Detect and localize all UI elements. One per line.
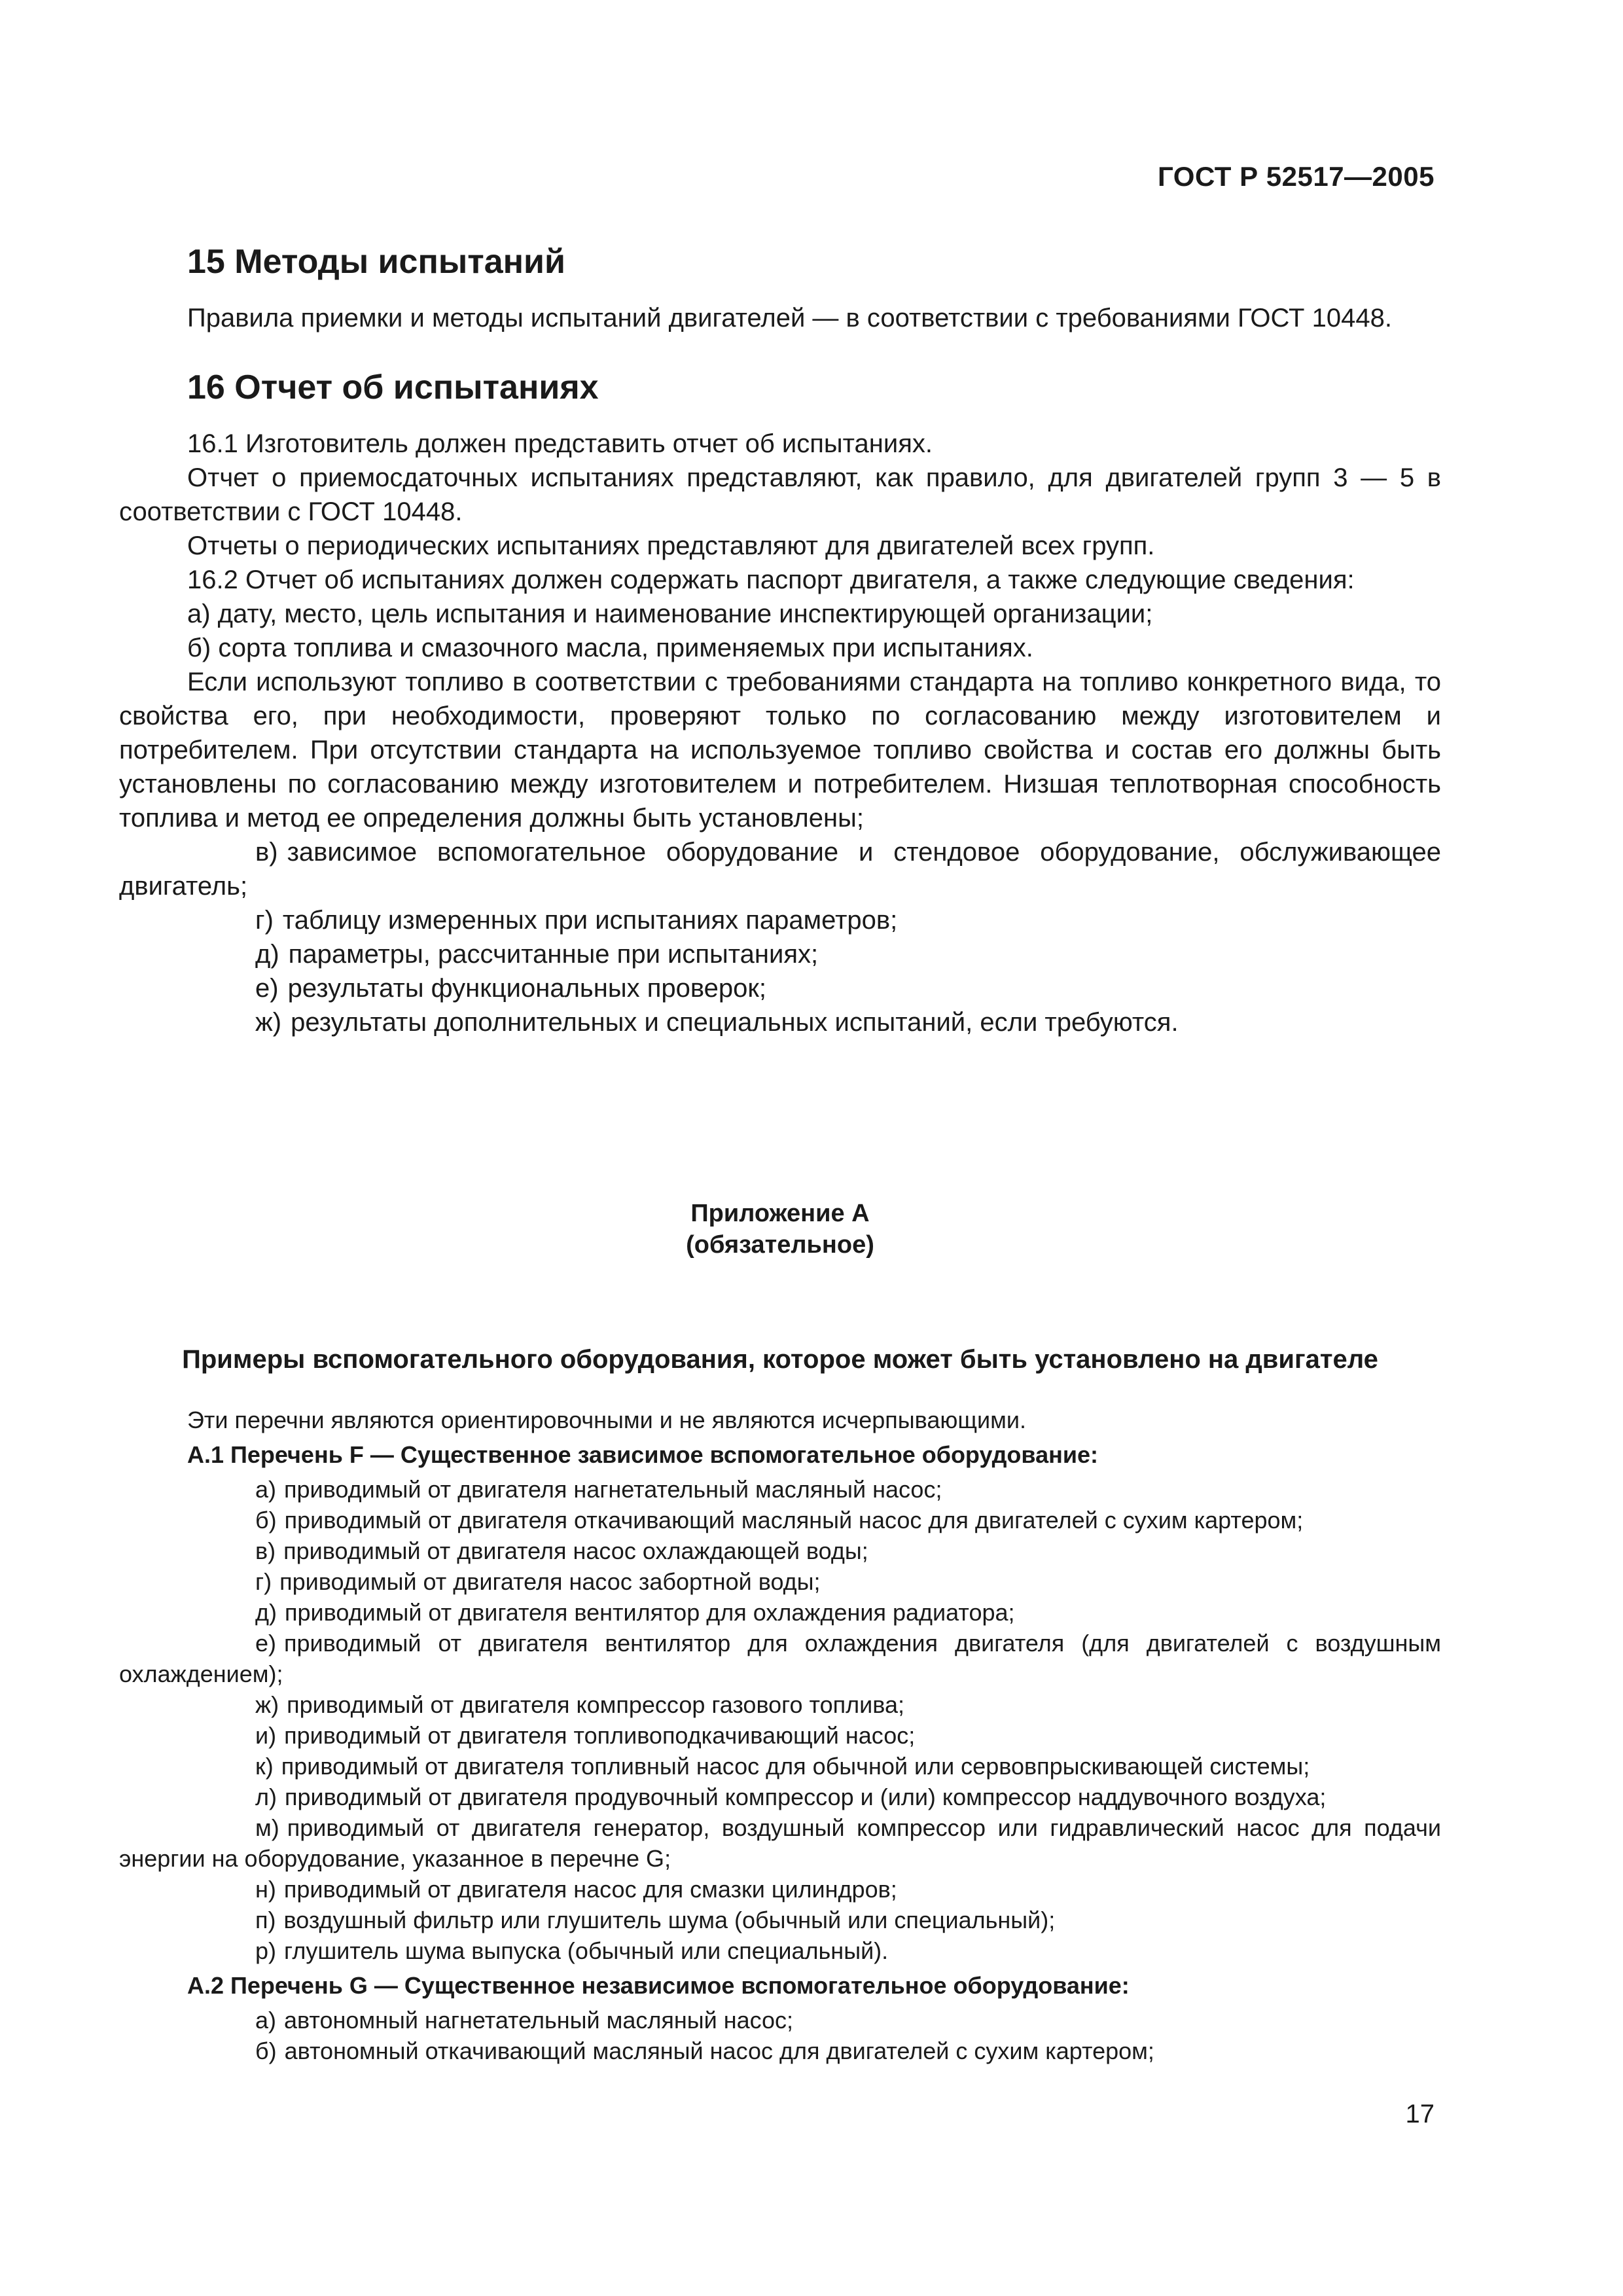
list-item-text: приводимый от двигателя компрессор газового топлива;	[287, 1691, 905, 1718]
paragraph: Отчеты о периодических испытаниях представляют для двигателей всех групп.	[187, 531, 1155, 560]
list-marker: ж)	[255, 1691, 279, 1718]
list-item	[119, 1751, 1441, 1782]
list-marker: в)	[255, 838, 278, 867]
section-15-title: 15 Методы испытаний	[187, 243, 565, 281]
list-marker: а)	[255, 1476, 277, 1503]
list-item	[119, 937, 1441, 971]
appendix-label: Приложение А	[690, 1200, 870, 1227]
list-item	[119, 1628, 1441, 1689]
appendix-title: Примеры вспомогательного оборудования, которое может быть установлено на двигателе	[182, 1345, 1378, 1374]
list-item-text: приводимый от двигателя топливный насос для обычной или сервовпрыскивающей системы;	[281, 1753, 1310, 1780]
list-item-text: автономный откачивающий масляный насос для двигателей с сухим картером;	[284, 2037, 1154, 2064]
list-item-text: воздушный фильтр или глушитель шума (обычный или специальный);	[283, 1907, 1056, 1933]
list-item	[119, 1782, 1441, 1812]
paragraph: 16.2 Отчет об испытаниях должен содержать паспорт двигателя, а также следующие сведения:	[187, 565, 1355, 594]
list-marker: в)	[255, 1537, 276, 1564]
list-item-text: приводимый от двигателя насос для смазки цилиндров;	[283, 1876, 897, 1903]
list-item-text: зависимое вспомогательное оборудование и стендовое оборудование, обслуживающее двигатель;	[119, 838, 1441, 901]
appendix-status: (обязательное)	[686, 1231, 874, 1259]
list-item-text: глушитель шума выпуска (обычный или специальный).	[284, 1937, 889, 1964]
appendix-heading	[119, 1198, 1441, 1261]
paragraph: а) дату, место, цель испытания и наименование инспектирующей организации;	[187, 600, 1153, 628]
list-marker: р)	[255, 1937, 277, 1964]
list-item-text: приводимый от двигателя топливоподкачивающий насос;	[284, 1722, 916, 1749]
list-marker: л)	[255, 1784, 277, 1810]
list-marker: и)	[255, 1722, 277, 1749]
list-g-title: А.2 Перечень G — Существенное независимое вспомогательное оборудование:	[187, 1972, 1130, 1999]
list-marker: г)	[255, 906, 274, 935]
list-marker: б)	[255, 2037, 277, 2064]
list-marker: ж)	[255, 1008, 282, 1037]
section-16-title: 16 Отчет об испытаниях	[187, 368, 599, 406]
list-marker: б)	[255, 1507, 277, 1534]
list-item-text: приводимый от двигателя насос забортной воды;	[279, 1568, 821, 1595]
list-item	[119, 1005, 1441, 1039]
list-marker: д)	[255, 940, 279, 969]
list-marker: г)	[255, 1568, 272, 1595]
list-item	[119, 1566, 1441, 1597]
list-item	[119, 1874, 1441, 1905]
list-marker: к)	[255, 1753, 274, 1780]
list-item-text: автономный нагнетательный масляный насос;	[284, 2007, 794, 2034]
list-item-text: приводимый от двигателя вентилятор для охлаждения радиатора;	[285, 1599, 1015, 1626]
list-item-text: приводимый от двигателя вентилятор для охлаждения двигателя (для двигателей с воздушным охлаждением);	[119, 1630, 1441, 1687]
paragraph: 16.1 Изготовитель должен представить отчет об испытаниях.	[187, 429, 933, 458]
list-marker: н)	[255, 1876, 276, 1903]
list-item-text: таблицу измеренных при испытаниях параметров;	[282, 906, 898, 935]
section-16-body	[119, 427, 1441, 1039]
list-item	[119, 1689, 1441, 1720]
list-item	[119, 835, 1441, 903]
page-number: 17	[1405, 2100, 1435, 2128]
paragraph: Если используют топливо в соответствии с требованиями стандарта на топливо конкретного вида, то свойства его, при необходимости, проверяют только по согласованию между изготовителем и потребителем. При отсутствии стандарта на используемое топливо свойства и состав его должны быть установлены по согласованию между изготовителем и потребителем. Низшая теплотворная способность топлива и метод ее определения должны быть установлены;	[119, 668, 1441, 833]
list-item-text: приводимый от двигателя нагнетательный масляный насос;	[284, 1476, 942, 1503]
list-item	[119, 2036, 1441, 2066]
list-item-text: результаты дополнительных и специальных испытаний, если требуются.	[291, 1008, 1179, 1037]
list-marker: п)	[255, 1907, 276, 1933]
list-item	[119, 1535, 1441, 1566]
list-item-text: приводимый от двигателя насос охлаждающей воды;	[283, 1537, 868, 1564]
appendix-intro: Эти перечни являются ориентировочными и не являются исчерпывающими.	[187, 1407, 1026, 1433]
list-item-text: результаты функциональных проверок;	[287, 974, 767, 1003]
list-item-text: приводимый от двигателя откачивающий масляный насос для двигателей с сухим картером;	[284, 1507, 1304, 1534]
list-item-text: приводимый от двигателя генератор, воздушный компрессор или гидравлический насос для подачи энергии на оборудование, указанное в перечне G;	[119, 1814, 1441, 1872]
appendix-body	[119, 1405, 1441, 2066]
list-item	[119, 2005, 1441, 2036]
document-code: ГОСТ Р 52517—2005	[1158, 161, 1435, 192]
list-marker: а)	[255, 2007, 277, 2034]
list-marker: е)	[255, 974, 279, 1003]
list-item	[119, 1597, 1441, 1628]
list-item	[119, 1474, 1441, 1505]
list-marker: м)	[255, 1814, 279, 1841]
list-marker: е)	[255, 1630, 277, 1657]
list-f-title: А.1 Перечень F — Существенное зависимое вспомогательное оборудование:	[187, 1441, 1098, 1468]
list-item-text: параметры, рассчитанные при испытаниях;	[288, 940, 819, 969]
list-item	[119, 1720, 1441, 1751]
list-item	[119, 903, 1441, 937]
list-item	[119, 1812, 1441, 1874]
list-item	[119, 971, 1441, 1005]
paragraph: Отчет о приемосдаточных испытаниях представляют, как правило, для двигателей групп 3 — 5 в соответствии с ГОСТ 10448.	[119, 463, 1441, 526]
list-item	[119, 1905, 1441, 1935]
list-item	[119, 1935, 1441, 1966]
list-item-text: приводимый от двигателя продувочный компрессор и (или) компрессор наддувочного воздуха;	[285, 1784, 1327, 1810]
list-item	[119, 1505, 1441, 1535]
main-content	[119, 236, 1441, 1039]
section-15-text: Правила приемки и методы испытаний двигателей — в соответствии с требованиями ГОСТ 10448.	[187, 304, 1392, 332]
paragraph: б) сорта топлива и смазочного масла, применяемых при испытаниях.	[187, 634, 1033, 662]
list-marker: д)	[255, 1599, 277, 1626]
